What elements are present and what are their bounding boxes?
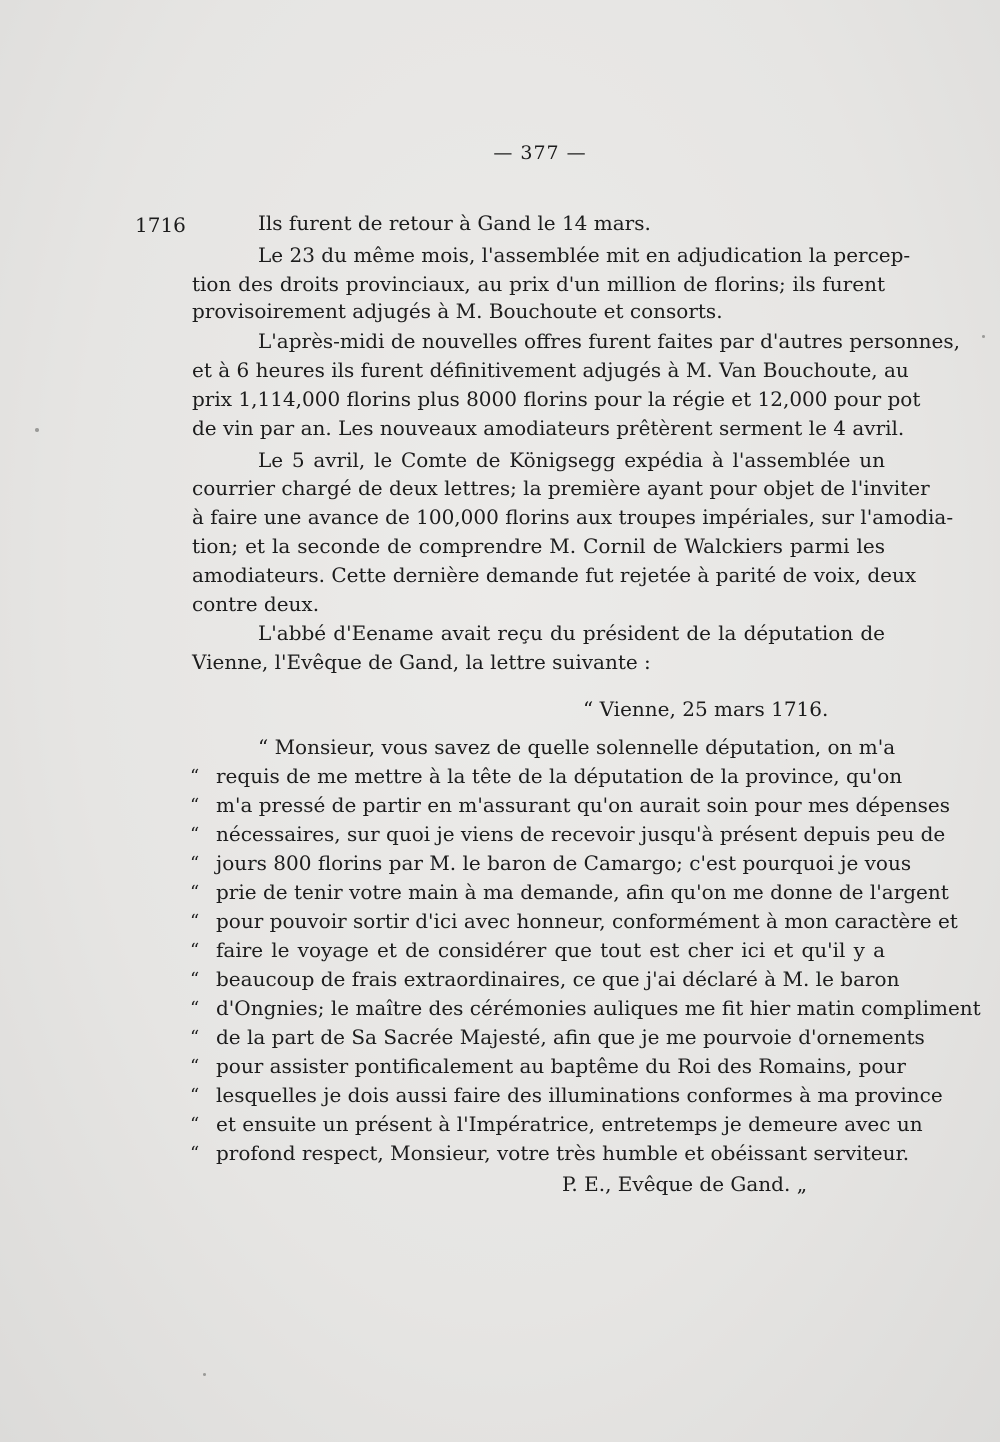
text-line: L'abbé d'Eename avait reçu du président de la députation de (258, 621, 885, 645)
text-line: Ils furent de retour à Gand le 14 mars. (258, 211, 651, 235)
letter-line: de la part de Sa Sacrée Majesté, afin que je me pourvoie d'ornements (216, 1025, 925, 1049)
letter-line: et ensuite un présent à l'Impératrice, entretemps je demeure avec un (216, 1112, 923, 1136)
letter-line: faire le voyage et de considérer que tout est cher ici et qu'il y a (216, 938, 885, 962)
scan-speck (35, 428, 39, 432)
text-line: provisoirement adjugés à M. Bouchoute et consorts. (192, 299, 723, 323)
quote-mark: “ (190, 998, 200, 1019)
text-line: L'après-midi de nouvelles offres furent faites par d'autres personnes, (258, 329, 960, 353)
letter-signature: P. E., Evêque de Gand. „ (562, 1172, 808, 1196)
quote-mark: “ (190, 1027, 200, 1048)
letter-line: nécessaires, sur quoi je viens de recevoir jusqu'à présent depuis peu de (216, 822, 946, 846)
scan-speck (982, 335, 985, 338)
quote-mark: “ (190, 853, 200, 874)
text-line: à faire une avance de 100,000 florins aux troupes impériales, sur l'amodia- (192, 505, 954, 529)
text-line: Vienne, l'Evêque de Gand, la lettre suivante : (192, 650, 651, 674)
page-number: — 377 — (493, 142, 587, 164)
letter-line: profond respect, Monsieur, votre très humble et obéissant serviteur. (216, 1141, 910, 1165)
letter-line: pour assister pontificalement au baptême du Roi des Romains, pour (216, 1054, 906, 1078)
quote-mark: “ (190, 911, 200, 932)
quote-mark: “ (190, 969, 200, 990)
text-line: tion des droits provinciaux, au prix d'un million de florins; ils furent (192, 272, 885, 296)
letter-line: pour pouvoir sortir d'ici avec honneur, conformément à mon caractère et (216, 909, 958, 933)
text-line: courrier chargé de deux lettres; la première ayant pour objet de l'inviter (192, 476, 930, 500)
quote-mark: “ (190, 1114, 200, 1135)
letter-line: d'Ongnies; le maître des cérémonies auliques me fit hier matin compliment (216, 996, 981, 1020)
quote-mark: “ (190, 795, 200, 816)
text-line: Le 23 du même mois, l'assemblée mit en adjudication la percep- (258, 243, 911, 267)
scan-speck (203, 1373, 206, 1376)
text-line: de vin par an. Les nouveaux amodiateurs prêtèrent serment le 4 avril. (192, 416, 905, 440)
quote-mark: “ (190, 940, 200, 961)
text-line: tion; et la seconde de comprendre M. Cornil de Walckiers parmi les (192, 534, 885, 558)
quote-mark: “ (190, 1085, 200, 1106)
letter-line: “ Monsieur, vous savez de quelle solennelle députation, on m'a (258, 735, 896, 759)
quote-mark: “ (190, 882, 200, 903)
text-line: contre deux. (192, 592, 320, 616)
quote-mark: “ (190, 1056, 200, 1077)
margin-year: 1716 (135, 213, 186, 237)
quote-mark: “ (190, 766, 200, 787)
letter-line: m'a pressé de partir en m'assurant qu'on aurait soin pour mes dépenses (216, 793, 950, 817)
text-line: et à 6 heures ils furent définitivement adjugés à M. Van Bouchoute, au (192, 358, 909, 382)
letter-line: requis de me mettre à la tête de la députation de la province, qu'on (216, 764, 903, 788)
quote-mark: “ (190, 824, 200, 845)
text-line: Le 5 avril, le Comte de Königsegg expédia à l'assemblée un (258, 448, 885, 472)
letter-line: prie de tenir votre main à ma demande, afin qu'on me donne de l'argent (216, 880, 949, 904)
letter-line: lesquelles je dois aussi faire des illuminations conformes à ma province (216, 1083, 943, 1107)
letter-dateline: “ Vienne, 25 mars 1716. (583, 697, 829, 721)
letter-line: jours 800 florins par M. le baron de Camargo; c'est pourquoi je vous (216, 851, 912, 875)
quote-mark: “ (190, 1143, 200, 1164)
letter-line: beaucoup de frais extraordinaires, ce que j'ai déclaré à M. le baron (216, 967, 900, 991)
text-line: amodiateurs. Cette dernière demande fut rejetée à parité de voix, deux (192, 563, 917, 587)
text-line: prix 1,114,000 florins plus 8000 florins pour la régie et 12,000 pour pot (192, 387, 921, 411)
